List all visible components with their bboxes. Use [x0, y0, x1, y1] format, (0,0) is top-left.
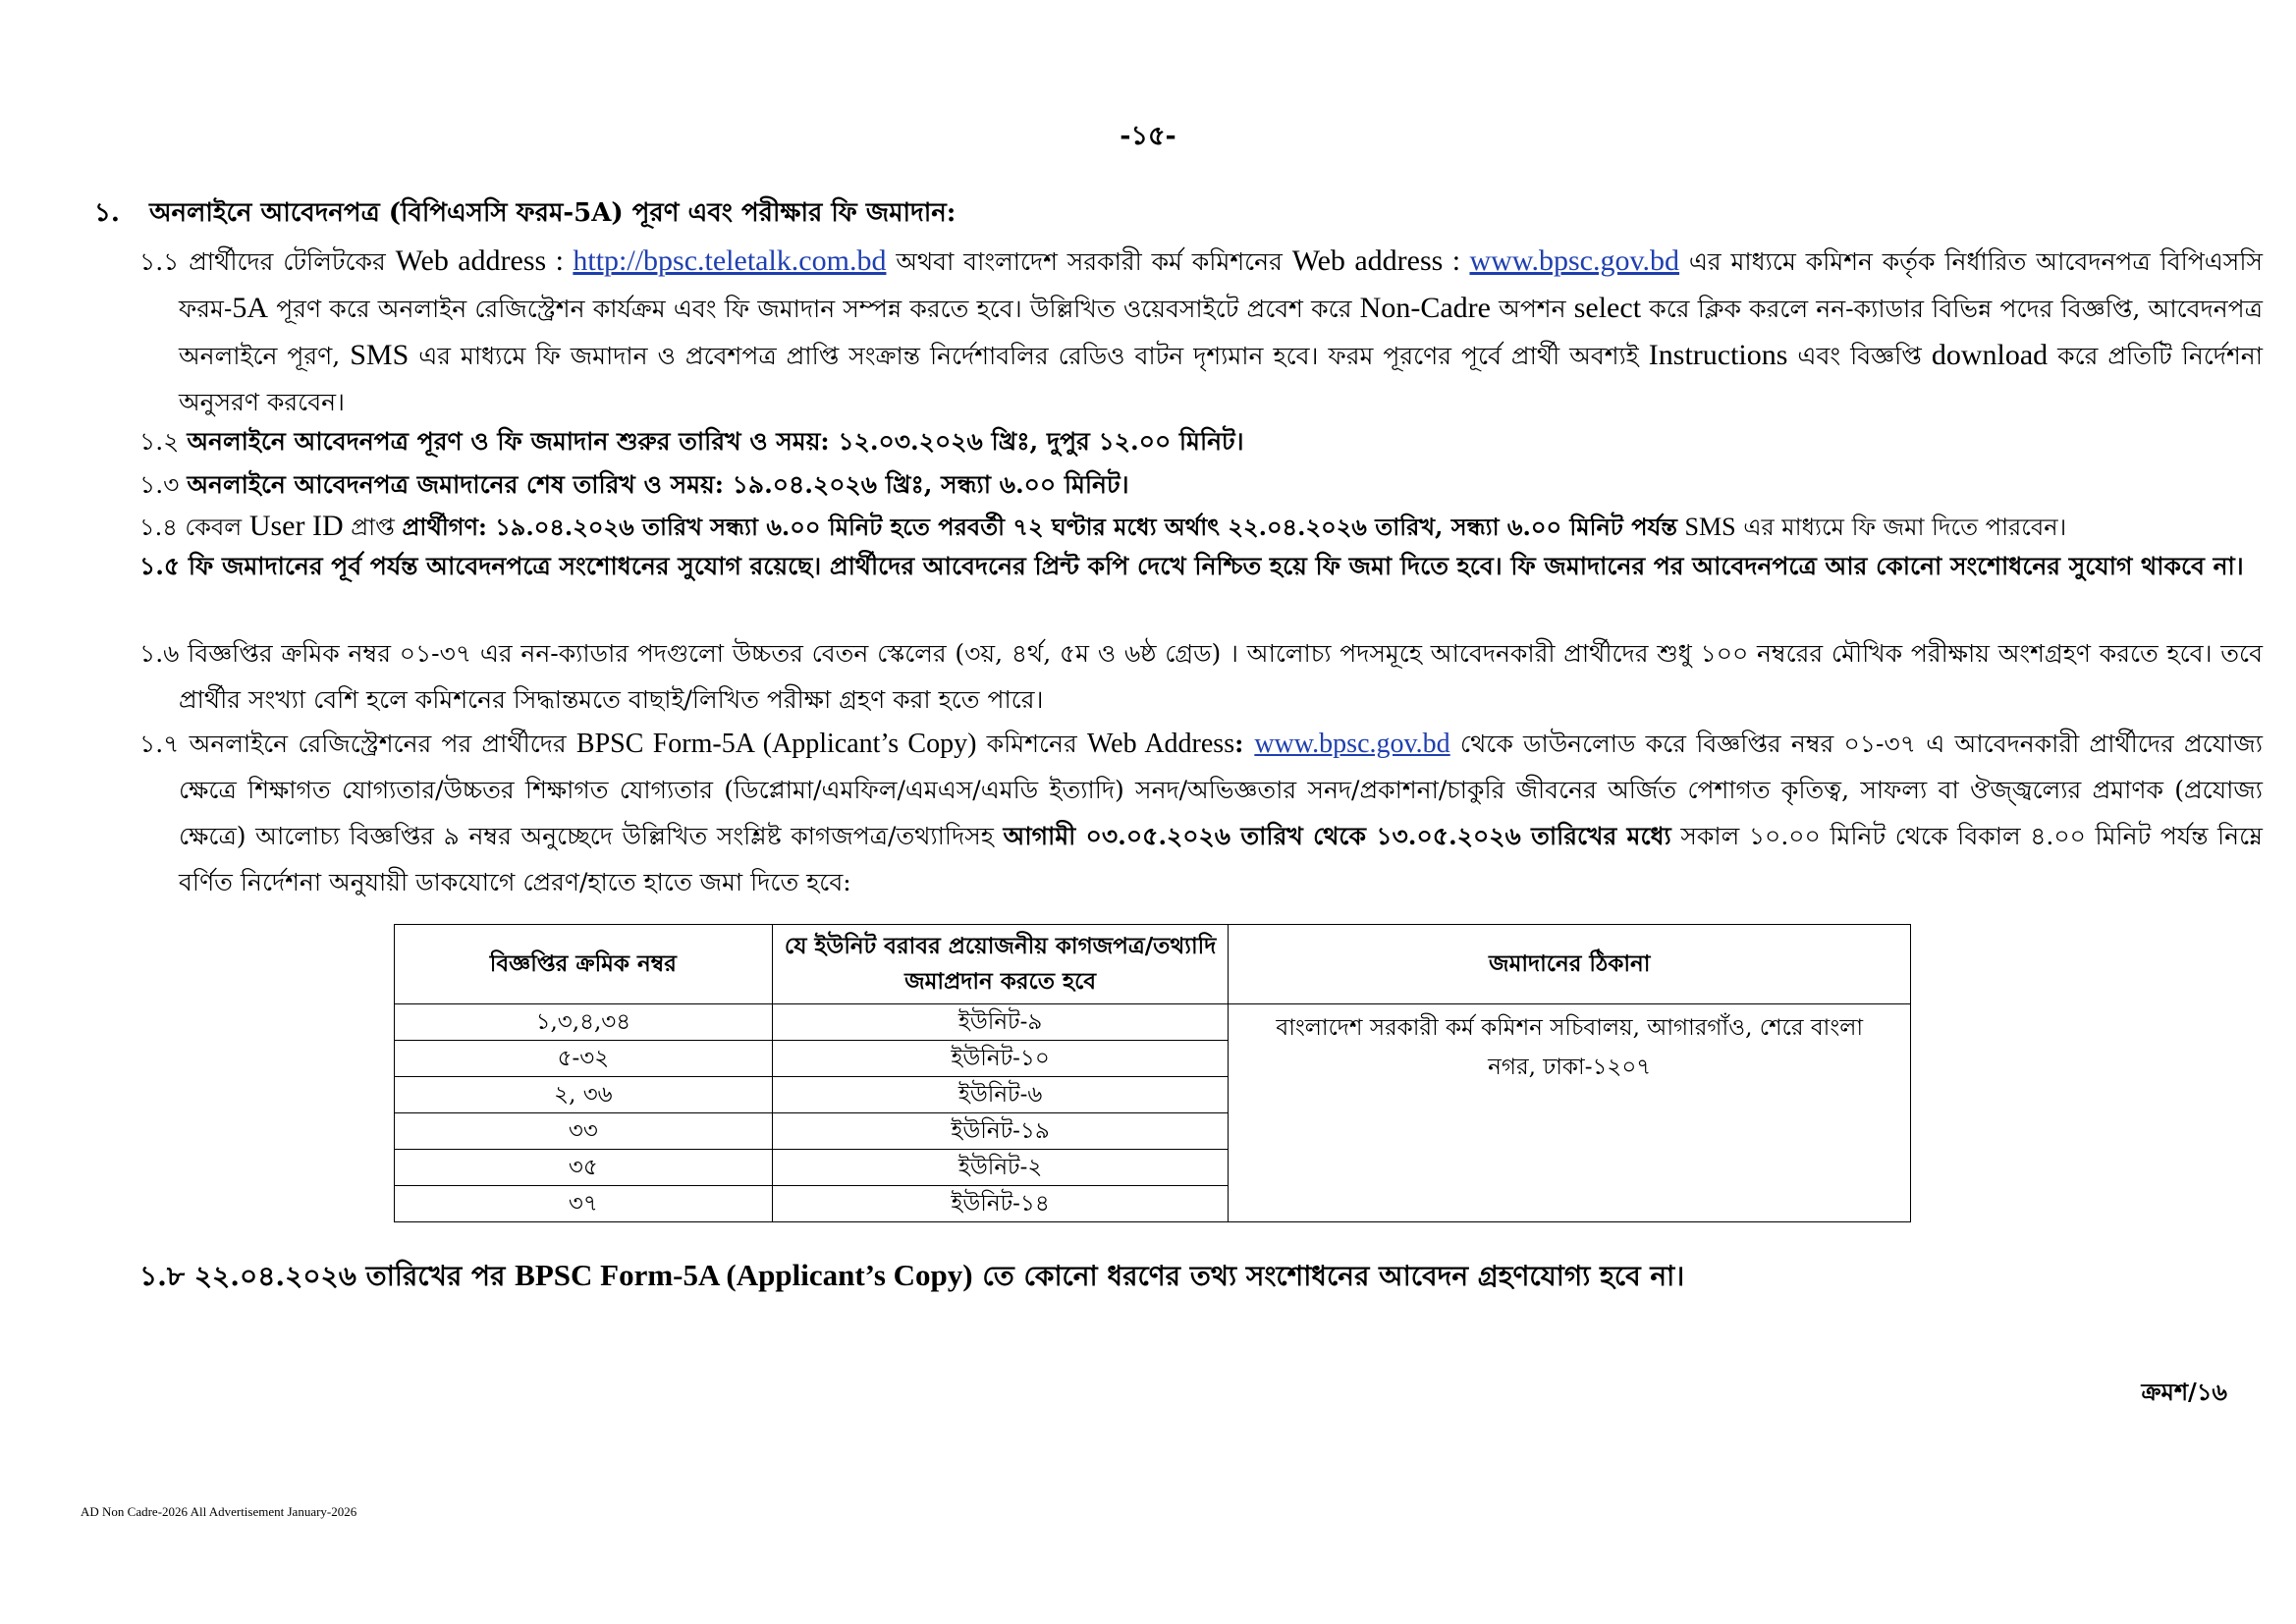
serial-cell: ৩৫ — [395, 1150, 773, 1186]
section-heading — [94, 192, 956, 236]
p1-4-text-f: SMS — [1684, 513, 1736, 541]
submission-units-table — [394, 924, 1911, 1222]
header-address: জমাদানের ঠিকানা — [1229, 925, 1911, 1004]
p1-1-text-p: download — [1931, 339, 2049, 371]
unit-cell: ইউনিট-১৪ — [772, 1186, 1229, 1222]
table-header-row — [395, 925, 1911, 1004]
header-unit: যে ইউনিট বরাবর প্রয়োজনীয় কাগজপত্র/তথ্যাদি জমাপ্রদান করতে হবে — [772, 925, 1229, 1004]
p1-1-text-l: SMS — [350, 339, 410, 371]
p1-1-text-o: এবং বিজ্ঞপ্তি — [1787, 342, 1932, 370]
bpsc-link-2[interactable]: www.bpsc.gov.bd — [1254, 729, 1450, 759]
unit-cell: ইউনিট-৬ — [772, 1077, 1229, 1113]
serial-cell: ৫-৩২ — [395, 1041, 773, 1077]
unit-cell: ইউনিট-৯ — [772, 1004, 1229, 1041]
p1-4-text-b: User ID — [248, 510, 344, 542]
p1-8-text-c: তে কোনো ধরণের তথ্য সংশোধনের আবেদন গ্রহণযোগ্য হবে না। — [972, 1260, 1685, 1292]
p1-7-text-f: থেকে ডাউনলোড করে বিজ্ঞপ্তির নম্বর ০১-৩৭ এ আবেদনকারী প্রার্থীদের প্রযোজ্য ক্ষেত্রে শিক্ষাগত যোগ্যতার/উচ্চতর শিক্ষাগত যোগ্যতার (ডিপ্লোমা/এমফিল/এমএস/এমডি ইত্যাদি) সনদ/অভিজ্ঞতার সনদ/প্রকাশনা/চাকুরি জীবনের অর্জিত পেশাগত কৃতিত্ব, সাফল্য বা ঔজ্জ্বল্যের প্রমাণক (প্রযোজ্য ক্ষেত্রে) আলোচ্য বিজ্ঞপ্তির ৯ নম্বর অনুচ্ছেদে উল্লিখিত সংশ্লিষ্ট কাগজপত্র/তথ্যাদিসহ — [179, 730, 2263, 850]
p1-1-text-h: Non-Cadre — [1359, 292, 1491, 324]
page-number: -১৫- — [1120, 121, 1176, 151]
p1-7-text-e: : — [1234, 730, 1255, 758]
p1-7-text-g: আগামী ০৩.০৫.২০২৬ তারিখ থেকে ১৩.০৫.২০২৬ তারিখের মধ্যে — [1003, 822, 1671, 850]
header-serial: বিজ্ঞপ্তির ক্রমিক নম্বর — [395, 925, 773, 1004]
p1-7-text-a: ১.৭ অনলাইনে রেজিস্ট্রেশনের পর প্রার্থীদের — [139, 730, 576, 758]
serial-cell: ২, ৩৬ — [395, 1077, 773, 1113]
paragraph-1-3 — [139, 461, 2223, 508]
serial-cell: ১,৩,৪,৩৪ — [395, 1004, 773, 1041]
p1-7-text-d: Web Address — [1086, 729, 1235, 759]
paragraph-1-2 — [139, 418, 2223, 464]
paragraph-1-6: ১.৬ বিজ্ঞপ্তির ক্রমিক নম্বর ০১-৩৭ এর নন-ক্যাডার পদগুলো উচ্চতর বেতন স্কেলের (৩য়, ৪র্থ, ৫ম ও ৬ষ্ঠ গ্রেড) । আলোচ্য পদসমূহে আবেদনকারী প্রার্থীদের শুধু ১০০ নম্বরের মৌখিক পরীক্ষায় অংশগ্রহণ করতে হবে। তবে প্রার্থীর সংখ্যা বেশি হলে কমিশনের সিদ্ধান্তমতে বাছাই/লিখিত পরীক্ষা গ্রহণ করা হতে পারে। — [139, 639, 2263, 714]
p1-1-text-n: Instructions — [1648, 339, 1788, 371]
p1-1-text-b: Web address : — [395, 244, 574, 277]
footer-note: AD Non Cadre-2026 All Advertisement January-2026 — [81, 1504, 357, 1519]
p1-1-text-i: অপশন — [1490, 295, 1574, 323]
p1-1-text-a: ১.১ প্রার্থীদের টেলিটকের — [139, 247, 396, 276]
section-number: ১. — [94, 198, 120, 228]
p1-4-text-c: প্রাপ্ত — [343, 514, 403, 541]
paragraph-1-5: ১.৫ ফি জমাদানের পূর্ব পর্যন্ত আবেদনপত্রে সংশোধনের সুযোগ রয়েছে। প্রার্থীদের আবেদনের প্রিন্ট কপি দেখে নিশ্চিত হয়ে ফি জমা দিতে হবে। ফি জমাদানের পর আবেদনপত্রে আর কোনো সংশোধনের সুযোগ থাকবে না। — [139, 552, 2244, 580]
p1-2-number: ১.২ — [139, 427, 188, 456]
address-cell: বাংলাদেশ সরকারী কর্ম কমিশন সচিবালয়, আগারগাঁও, শেরে বাংলা নগর, ঢাকা-১২০৭ — [1229, 1004, 1911, 1222]
unit-cell: ইউনিট-১৯ — [772, 1113, 1229, 1150]
serial-cell: ৩৭ — [395, 1186, 773, 1222]
serial-cell: ৩৩ — [395, 1113, 773, 1150]
p1-1-text-q: করে প্রতিটি নির্দেশনা অনুসরণ করবেন। — [179, 342, 2263, 416]
p1-3-number: ১.৩ — [139, 470, 188, 499]
p1-7-text-c: কমিশনের — [976, 730, 1087, 758]
p1-1-text-d: Web address : — [1291, 244, 1470, 277]
p1-2-text: অনলাইনে আবেদনপত্র পূরণ ও ফি জমাদান শুরুর তারিখ ও সময়: ১২.০৩.২০২৬ খ্রিঃ, দুপুর ১২.০০ মিনিট। — [187, 427, 1244, 456]
paragraph-1-7 — [139, 721, 2263, 905]
p1-1-text-f: 5A — [232, 292, 269, 324]
teletalk-link[interactable]: http://bpsc.teletalk.com.bd — [573, 244, 887, 277]
bpsc-link[interactable]: www.bpsc.gov.bd — [1469, 244, 1680, 277]
paragraph-1-8 — [139, 1255, 1684, 1301]
p1-1-text-k: করে ক্লিক করলে নন-ক্যাডার বিভিন্ন পদের বিজ্ঞপ্তি, আবেদনপত্র অনলাইনে পূরণ, — [179, 295, 2263, 370]
p1-8-text-b: BPSC Form-5A (Applicant’s Copy) — [515, 1258, 973, 1292]
p1-1-text-j: select — [1573, 292, 1642, 324]
section-title: অনলাইনে আবেদনপত্র (বিপিএসসি ফরম-5A) পূরণ এবং পরীক্ষার ফি জমাদান: — [149, 198, 957, 228]
continued-marker: ক্রমশ/১৬ — [2141, 1378, 2227, 1406]
p1-1-text-c: অথবা বাংলাদেশ সরকারী কর্ম কমিশনের — [886, 247, 1292, 276]
p1-4-text-g: এর মাধ্যমে ফি জমা দিতে পারবেন। — [1735, 514, 2067, 541]
unit-cell: ইউনিট-২ — [772, 1150, 1229, 1186]
p1-1-text-m: এর মাধ্যমে ফি জমাদান ও প্রবেশপত্র প্রাপ্তি সংক্রান্ত নির্দেশাবলির রেডিও বাটন দৃশ্যমান হবে। ফরম পূরণের পূর্বে প্রার্থী অবশ্যই — [409, 342, 1649, 370]
table-row — [395, 1004, 1911, 1041]
p1-8-text-a: ১.৮ ২২.০৪.২০২৬ তারিখের পর — [139, 1260, 516, 1292]
unit-cell: ইউনিট-১০ — [772, 1041, 1229, 1077]
p1-4-text-e — [1677, 514, 1685, 541]
paragraph-1-1 — [139, 238, 2263, 425]
p1-3-text: অনলাইনে আবেদনপত্র জমাদানের শেষ তারিখ ও সময়: ১৯.০৪.২০২৬ খ্রিঃ, সন্ধ্যা ৬.০০ মিনিট। — [187, 470, 1129, 499]
p1-1-text-e: এর মাধ্যমে কমিশন কর্তৃক নির্ধারিত আবেদনপত্র বিপিএসসি ফরম- — [179, 247, 2263, 323]
p1-4-text-d: প্রার্থীগণ: ১৯.০৪.২০২৬ তারিখ সন্ধ্যা ৬.০০ মিনিট হতে পরবর্তী ৭২ ঘণ্টার মধ্যে অর্থাৎ ২২.০৪.২০২৬ তারিখ, সন্ধ্যা ৬.০০ মিনিট পর্যন্ত — [402, 513, 1677, 541]
p1-7-text-b: BPSC Form-5A (Applicant’s Copy) — [575, 729, 977, 759]
p1-1-text-g: পূরণ করে অনলাইন রেজিস্ট্রেশন কার্যক্রম এবং ফি জমাদান সম্পন্ন করতে হবে। উল্লিখিত ওয়েবসাইটে প্রবেশ করে — [268, 295, 1360, 323]
p1-7-text-h: সকাল ১০.০০ মিনিট থেকে বিকাল ৪.০০ মিনিট পর্যন্ত নিম্নে বর্ণিত নির্দেশনা অনুযায়ী ডাকযোগে প্রেরণ/হাতে হাতে জমা দিতে হবে: — [179, 822, 2263, 896]
p1-4-text-a: ১.৪ কেবল — [139, 514, 249, 541]
